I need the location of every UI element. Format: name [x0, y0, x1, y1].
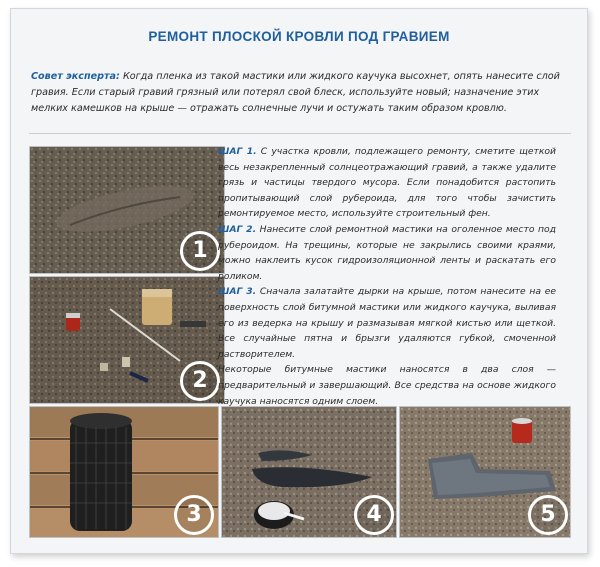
step-1 — [218, 144, 556, 222]
step-text: Нанесите слой ремонтной мастики на оголенное место под рубероидом. На трещины, которые не закрылись своими краями, можно наклеить кусок гидроизоляционной ленты и раскатать его роликом. — [218, 223, 557, 282]
step-3 — [218, 284, 556, 362]
step-number-badge: 1 — [180, 231, 220, 271]
photo-step-1 — [29, 146, 225, 274]
photo-step-2 — [29, 276, 225, 404]
step-text: С участка кровли, подлежащего ремонту, сметите щеткой весь незакрепленный солнцеотражающий гравий, а также удалите грязь и частицы твердого мусора. Если понадобится растопить пропитывающий слой рубероида, для того чтобы зачистить ремонтируемое место, используйте строительный фен. — [218, 146, 556, 220]
step-label: ШАГ 2. — [218, 223, 257, 235]
steps-text — [218, 144, 556, 409]
step-label: ШАГ 3. — [218, 286, 257, 298]
step-text: Сначала залатайте дырки на крыше, потом нанесите на ее поверхность слой битумной мастики или жидкого каучука, выливая его из ведерка на крышу и размазывая мягкой кистью или щеткой. Все случайные пятна и брызги удаляются губкой, смоченной растворителем. — [218, 286, 556, 360]
note-text: Некоторые битумные мастики наносятся в два слоя — предварительный и завершающий. Все средства на основе жидкого каучука наносятся одним слоем. — [218, 364, 556, 407]
expert-tip-text: Когда пленка из такой мастики или жидкого каучука высохнет, опять нанесите слой гравия. Если старый гравий грязный или потерял свой блеск, используйте новый; назначение этих мелких камешков на крыше — отражать солнечные лучи и остужать таким образом кровлю. — [31, 71, 560, 114]
expert-tip — [31, 69, 571, 117]
step-label: ШАГ 1. — [218, 146, 257, 157]
photo-step-5 — [399, 406, 571, 538]
expert-tip-label: Совет эксперта: — [31, 71, 120, 82]
step-number-badge: 3 — [174, 495, 214, 535]
step-number-badge: 4 — [354, 495, 394, 535]
step-2 — [218, 222, 556, 284]
article-card — [10, 8, 588, 554]
photo-step-4 — [221, 406, 397, 538]
page-title: РЕМОНТ ПЛОСКОЙ КРОВЛИ ПОД ГРАВИЕМ — [148, 29, 450, 44]
divider — [29, 133, 571, 134]
step-number-badge: 2 — [180, 361, 220, 401]
step-number-badge: 5 — [528, 495, 568, 535]
photo-step-3 — [29, 406, 219, 538]
